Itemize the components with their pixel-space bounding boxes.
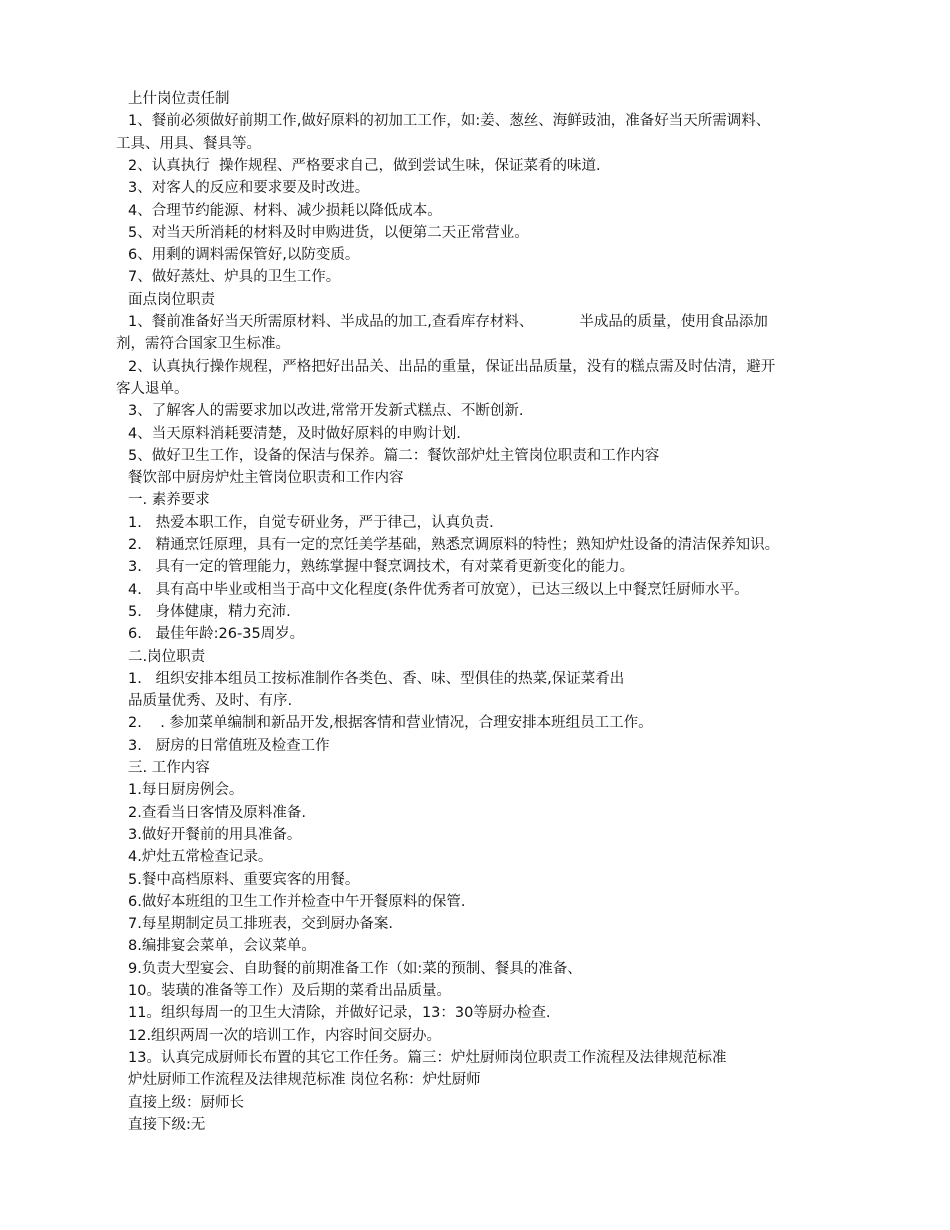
- text-line: 1、餐前必须做好前期工作,做好原料的初加工工作，如:姜、葱丝、海鲜豉油，准备好当天所需调料、: [128, 113, 771, 130]
- text-line: 1. 组织安排本组员工按标准制作各类色、香、味、型俱佳的热菜,保证菜肴出: [128, 670, 625, 687]
- text-line: 6. 最佳年龄:26-35周岁。: [128, 626, 305, 643]
- text-line: 1、餐前准备好当天所需原材料、半成品的加工,查看库存材料、 半成品的质量，使用食品添加: [128, 314, 768, 330]
- text-line: 6.做好本班组的卫生工作并检查中午开餐原料的保管.: [128, 893, 466, 910]
- text-line: 4.炉灶五常检查记录。: [128, 849, 273, 866]
- text-line: 3.做好开餐前的用具准备。: [128, 826, 302, 843]
- text-line: 三. 工作内容: [128, 760, 210, 776]
- text-line: 1. 热爱本职工作，自觉专研业务，严于律己，认真负责.: [128, 514, 494, 531]
- text-line: 3. 厨房的日常值班及检查工作: [128, 737, 330, 754]
- text-line: 7.每星期制定员工排班表，交到厨办备案.: [128, 916, 393, 933]
- text-line: 12.组织两周一次的培训工作，内容时间交厨办。: [128, 1027, 442, 1044]
- text-line: 2、认真执行 操作规程、严格要求自己，做到尝试生味，保证菜肴的味道.: [128, 157, 601, 174]
- text-line: 13。认真完成厨师长布置的其它工作任务。篇三：炉灶厨师岗位职责工作流程及法律规范标准: [128, 1049, 727, 1066]
- text-line: 二.岗位职责: [128, 648, 206, 665]
- text-line: 5. 身体健康，精力充沛.: [128, 603, 291, 620]
- text-line: 8.编排宴会菜单，会议菜单。: [128, 938, 316, 955]
- text-line: 5、对当天所消耗的材料及时申购进货，以便第二天正常营业。: [128, 224, 529, 241]
- text-line: 6、用剩的调料需保管好,以防变质。: [128, 247, 360, 264]
- text-line: 3、对客人的反应和要求要及时改进。: [128, 180, 370, 197]
- text-line: 客人退单。: [116, 380, 189, 397]
- text-line: 炉灶厨师工作流程及法律规范标准 岗位名称：炉灶厨师: [128, 1072, 481, 1089]
- text-line: 7、做好蒸灶、炉具的卫生工作。: [128, 269, 341, 286]
- text-line: 2.查看当日客情及原料准备.: [128, 804, 306, 821]
- text-line: 4. 具有高中毕业或相当于高中文化程度(条件优秀者可放宽），已达三级以上中餐烹饪厨师水平。: [128, 581, 749, 598]
- text-line: 一. 素养要求: [128, 492, 210, 509]
- text-line: 2、认真执行操作规程，严格把好出品关、出品的重量，保证出品质量，没有的糕点需及时估清，避开: [128, 358, 776, 375]
- text-line: 4、当天原料消耗要清楚，及时做好原料的申购计划.: [128, 425, 461, 442]
- text-line: 3、了解客人的需要求加以改进,常常开发新式糕点、不断创新.: [128, 403, 524, 420]
- text-line: 2. . 参加菜单编制和新品开发,根据客情和营业情况，合理安排本班组员工工作。: [128, 715, 653, 732]
- text-line: 3. 具有一定的管理能力，熟练掌握中餐烹调技术，有对菜肴更新变化的能力。: [128, 559, 635, 576]
- text-line: 5、做好卫生工作，设备的保洁与保养。篇二：餐饮部炉灶主管岗位职责和工作内容: [128, 447, 660, 464]
- text-line: 剂，需符合国家卫生标准。: [116, 336, 290, 353]
- text-line: 2. 精通烹饪原理，具有一定的烹饪美学基础，熟悉烹调原料的特性；熟知炉灶设备的清洁保养知识。: [128, 537, 780, 553]
- text-line: 直接上级：厨师长: [128, 1094, 244, 1111]
- text-line: 10。装璜的准备等工作）及后期的菜肴出品质量。: [128, 983, 451, 999]
- text-line: 工具、用具、餐具等。: [116, 135, 261, 152]
- text-line: 面点岗位职责: [128, 291, 215, 308]
- text-line: 1.每日厨房例会。: [128, 782, 244, 799]
- text-line: 直接下级:无: [128, 1116, 206, 1133]
- text-line: 4、合理节约能源、材料、减少损耗以降低成本。: [128, 202, 442, 219]
- text-line: 11。组织每周一的卫生大清除，并做好记录，13：30等厨办检查.: [128, 1005, 551, 1022]
- text-line: 5.餐中高档原料、重要宾客的用餐。: [128, 871, 360, 888]
- text-line: 品质量优秀、及时、有序.: [128, 693, 293, 710]
- text-line: 上什岗位责任制: [128, 91, 230, 107]
- text-line: 9.负责大型宴会、自助餐的前期准备工作（如:菜的预制、餐具的准备、: [128, 960, 582, 977]
- text-line: 餐饮部中厨房炉灶主管岗位职责和工作内容: [128, 470, 404, 487]
